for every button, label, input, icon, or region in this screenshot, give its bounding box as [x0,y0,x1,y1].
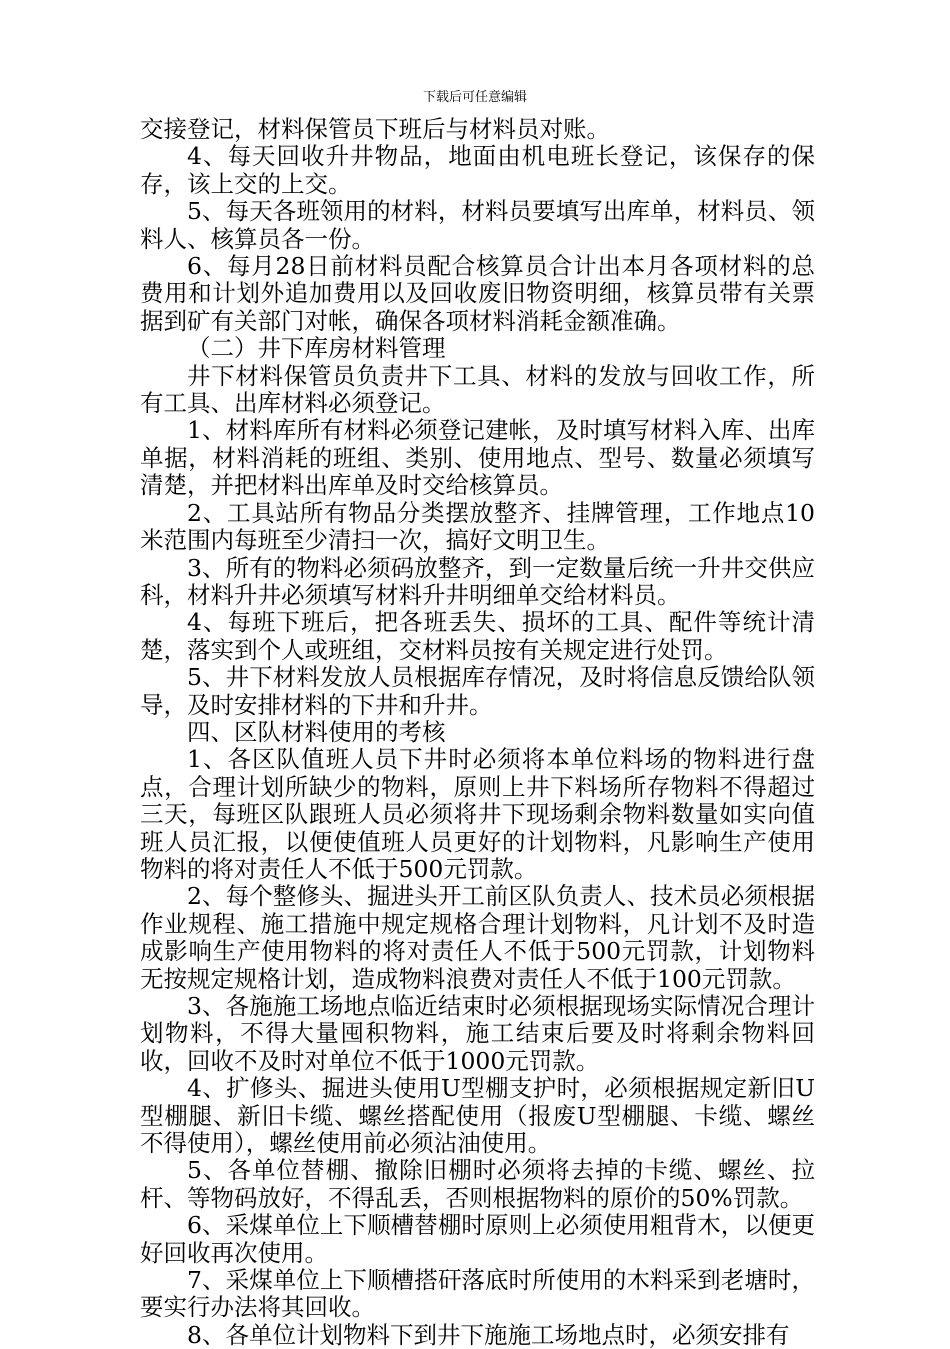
paragraph: 6、采煤单位上下顺槽替棚时原则上必须使用粗背木，以便更好回收再次使用。 [140,1211,815,1267]
document-body [140,116,815,1349]
paragraph: 3、所有的物料必须码放整齐，到一定数量后统一升井交供应科，材料升井必须填写材料升井明细单交给材料员。 [140,553,815,609]
paragraph: 2、工具站所有物品分类摆放整齐、挂牌管理，工作地点10米范围内每班至少清扫一次，搞好文明卫生。 [140,498,815,555]
paragraph: 1、各区队值班人员下井时必须将本单位料场的物料进行盘点，合理计划所缺少的物料，原则上井下料场所存物料不得超过三天，每班区队跟班人员必须将井下现场剩余物料数量如实向值班人员汇报，以便使值班人员更好的计划物料，凡影响生产使用物料的将对责任人不低于500元罚款。 [140,745,815,883]
paragraph: 4、每班下班后，把各班丢失、损坏的工具、配件等统计清楚，落实到个人或班组，交材料员按有关规定进行处罚。 [140,608,815,664]
paragraph: 3、各施施工场地点临近结束时必须根据现场实际情况合理计划物料，不得大量囤积物料，施工结束后要及时将剩余物料回收，回收不及时对单位不低于1000元罚款。 [140,992,815,1075]
paragraph: 6、每月28日前材料员配合核算员合计出本月各项材料的总费用和计划外追加费用以及回收废旧物资明细，核算员带有关票据到矿有关部门对帐，确保各项材料消耗金额准确。 [140,252,815,335]
paragraph: 4、每天回收升井物品，地面由机电班长登记，该保存的保存，该上交的上交。 [140,142,815,198]
paragraph: 4、扩修头、掘进头使用U型棚支护时，必须根据规定新旧U型棚腿、新旧卡缆、螺丝搭配使用（报废U型棚腿、卡缆、螺丝不得使用），螺丝使用前必须沾油使用。 [140,1074,815,1158]
page-header: 下载后可任意编辑 [422,90,527,105]
paragraph: 5、井下材料发放人员根据库存情况，及时将信息反馈给队领导，及时安排材料的下井和升井。 [140,663,815,719]
paragraph: 四、区队材料使用的考核 [187,717,446,746]
paragraph: 交接登记，材料保管员下班后与材料员对账。 [140,115,610,143]
paragraph: （二）井下库房材料管理 [187,334,446,363]
paragraph: 2、每个整修头、掘进头开工前区队负责人、技术员必须根据作业规程、施工措施中规定规格合理计划物料，凡计划不及时造成影响生产使用物料的将对责任人不低于500元罚款，计划物料无按规定规格计划，造成物料浪费对责任人不低于100元罚款。 [140,882,815,993]
paragraph: 7、采煤单位上下顺槽搭矸落底时所使用的木料采到老塘时，要实行办法将其回收。 [140,1266,815,1322]
paragraph: 5、每天各班领用的材料，材料员要填写出库单，材料员、领料人、核算员各一份。 [140,197,815,253]
paragraph: 1、材料库所有材料必须登记建帐，及时填写材料入库、出库单据，材料消耗的班组、类别、使用地点、型号、数量必须填写清楚，并把材料出库单及时交给核算员。 [140,416,815,500]
paragraph: 8、各单位计划物料下到井下施施工场地点时，必须安排有 [187,1320,790,1349]
paragraph: 井下材料保管员负责井下工具、材料的发放与回收工作，所有工具、出库材料必须登记。 [140,361,815,418]
paragraph: 5、各单位替棚、撤除旧棚时必须将去掉的卡缆、螺丝、拉杆、等物码放好，不得乱丢，否则根据物料的原价的50%罚款。 [140,1156,815,1212]
